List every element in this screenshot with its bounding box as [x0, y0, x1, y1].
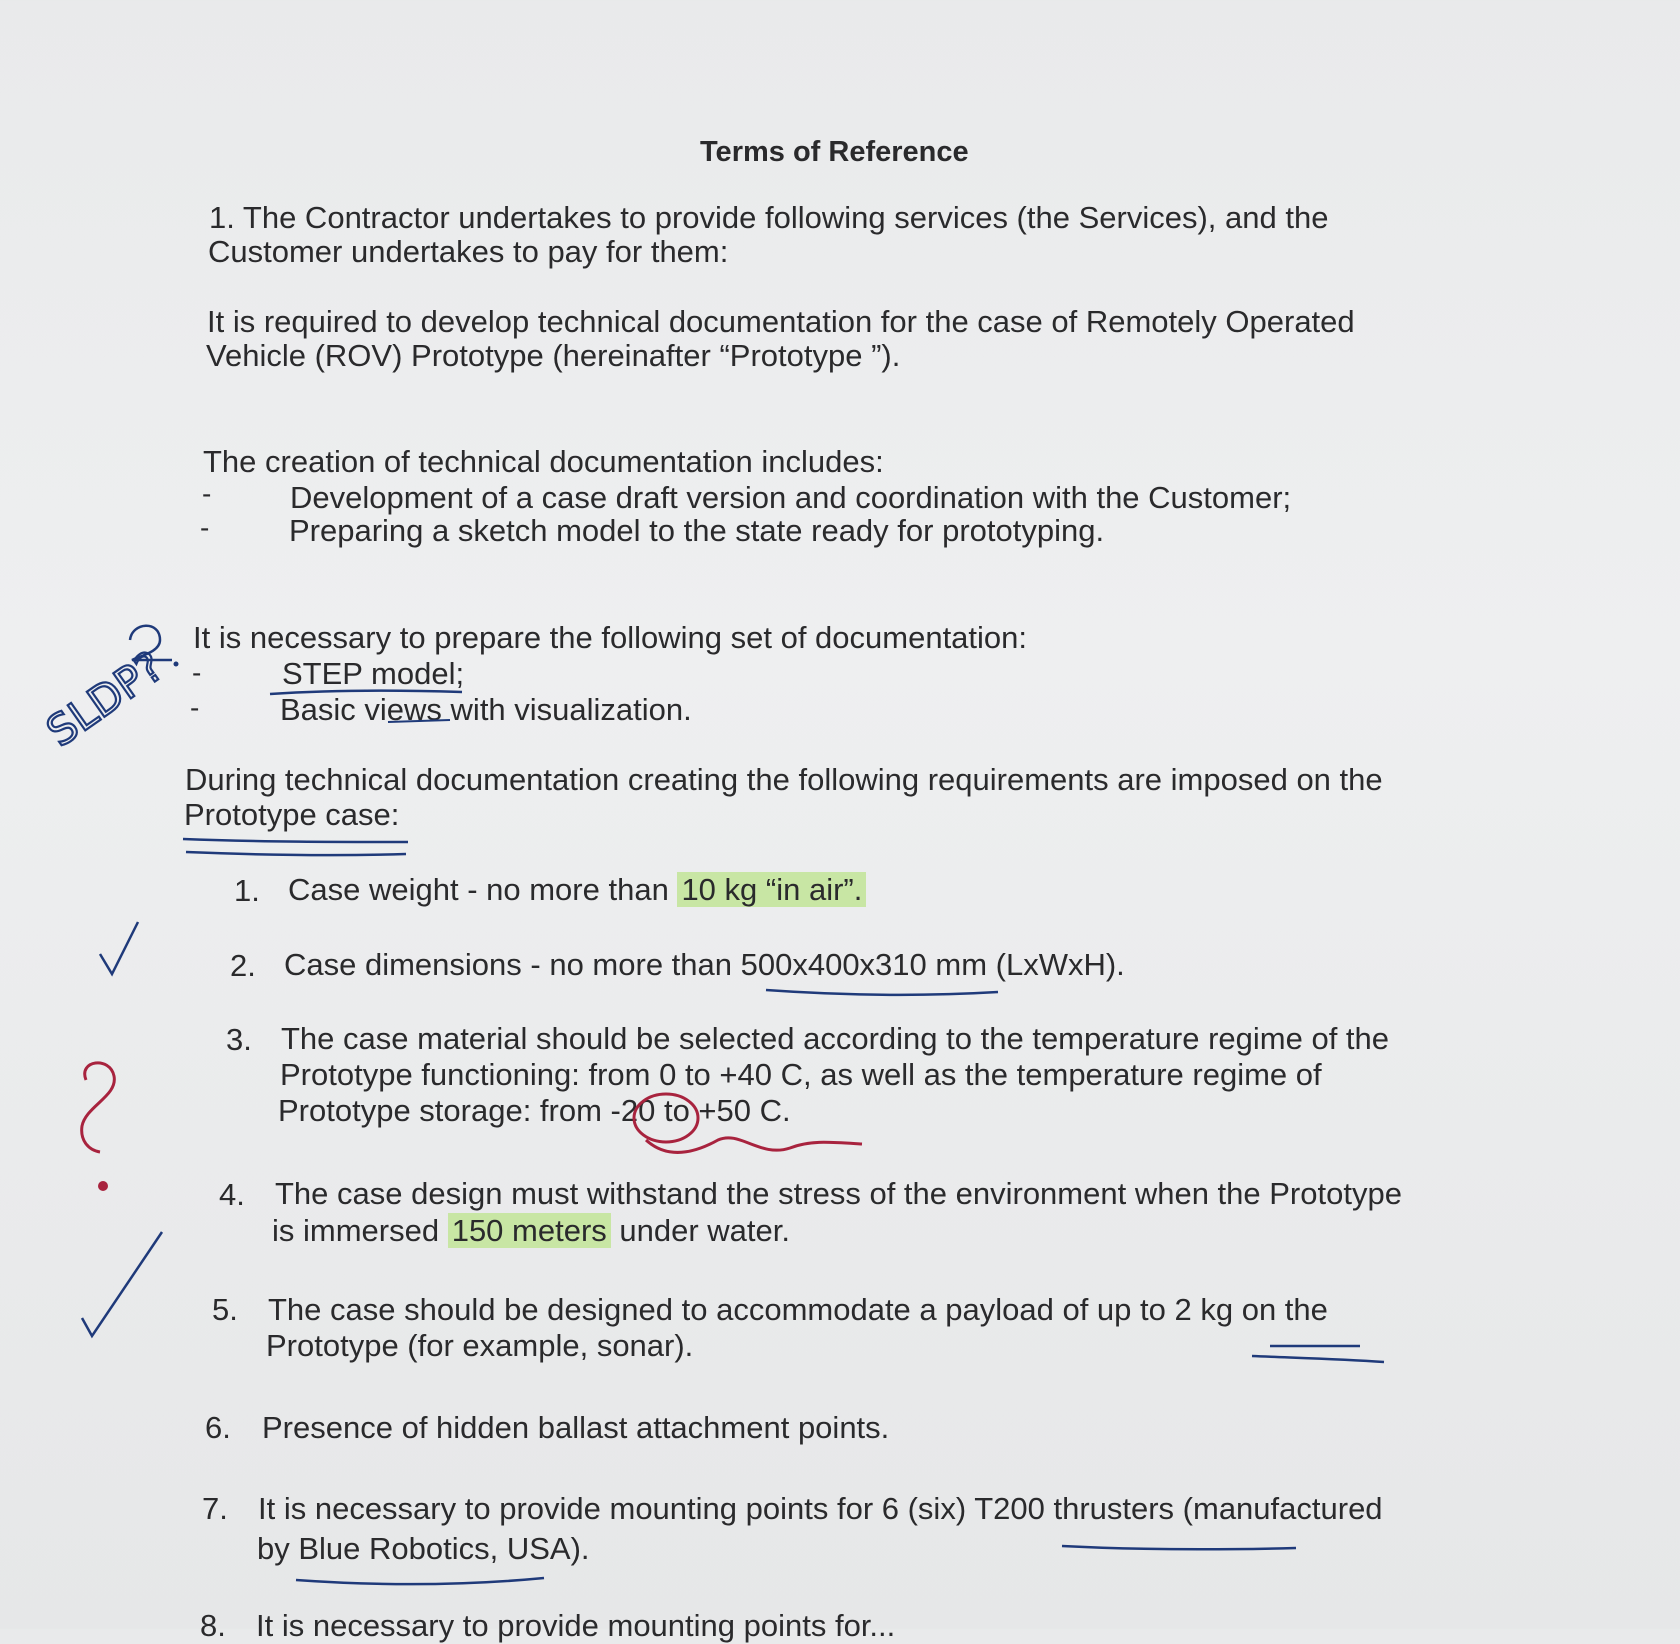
- req-5-line2: Prototype (for example, sonar).: [266, 1328, 694, 1363]
- req-4-highlight: 150 meters: [448, 1213, 611, 1248]
- checkmark-icon: [100, 922, 138, 974]
- creation-bullet-2: Preparing a sketch model to the state ready for prototyping.: [289, 513, 1105, 548]
- req-6-text: Presence of hidden ballast attachment points.: [262, 1410, 890, 1445]
- underline-blue-robotics: [296, 1578, 544, 1584]
- underline-t200: [1062, 1546, 1296, 1549]
- handwritten-two-mark: [130, 626, 172, 660]
- para2-line1: It is required to develop technical documentation for the case of Remotely Operated: [207, 304, 1355, 339]
- underline-prototype-case-2: [186, 852, 406, 855]
- bullet-dash: -: [192, 657, 202, 688]
- para1-line1: 1. The Contractor undertakes to provide following services (the Services), and the: [209, 200, 1329, 235]
- req-6-number: 6.: [205, 1410, 231, 1445]
- req-3-line3: Prototype storage: from -20 to +50 C.: [278, 1093, 791, 1128]
- creation-heading: The creation of technical documentation includes:: [203, 444, 884, 479]
- question-dot: [98, 1181, 108, 1191]
- underline-dimensions: [766, 990, 998, 995]
- creation-bullet-1: Development of a case draft version and coordination with the Customer;: [290, 480, 1292, 515]
- req-5-number: 5.: [212, 1292, 238, 1327]
- req-3-number: 3.: [226, 1022, 252, 1057]
- checkmark-icon: [82, 1232, 162, 1336]
- squiggle-underline: [646, 1138, 862, 1153]
- req-7-line1: It is necessary to provide mounting points for 6 (six) T200 thrusters (manufactured: [258, 1491, 1383, 1526]
- requirements-intro-line2: Prototype case:: [184, 797, 400, 832]
- bullet-dash: -: [200, 512, 210, 543]
- page-title: Terms of Reference: [700, 136, 969, 168]
- req-2-text: Case dimensions - no more than 500x400x310 mm (LxWxH).: [284, 947, 1125, 982]
- margin-note-sldp: SLDP?: [37, 641, 173, 757]
- underline-prototype-case-1: [183, 839, 408, 842]
- req-4-line1: The case design must withstand the stress of the environment when the Prototype: [275, 1176, 1402, 1211]
- req-7-number: 7.: [202, 1491, 228, 1526]
- req-4-line2-pre: is immersed: [272, 1213, 448, 1248]
- req-2-number: 2.: [230, 948, 256, 983]
- req-1-highlight: 10 kg “in air”.: [677, 872, 866, 907]
- requirements-intro-line1: During technical documentation creating the following requirements are imposed on the: [185, 762, 1383, 797]
- req-1-text-plain: Case weight - no more than: [288, 872, 678, 907]
- req-7-line2: by Blue Robotics, USA).: [257, 1531, 590, 1566]
- req-4-line2-post: under water.: [610, 1213, 790, 1248]
- para1-line2: Customer undertakes to pay for them:: [208, 234, 729, 269]
- question-mark-icon: [82, 1063, 115, 1152]
- para2-line2: Vehicle (ROV) Prototype (hereinafter “Prototype ”).: [206, 338, 901, 373]
- req-8-text: It is necessary to provide mounting points for...: [256, 1608, 896, 1643]
- docs-bullet-2: Basic views with visualization.: [280, 692, 692, 727]
- handwritten-dot: [174, 662, 179, 667]
- req-1-number: 1.: [234, 873, 260, 908]
- req-1-text: [288, 872, 866, 908]
- req-3-line1: The case material should be selected according to the temperature regime of the: [281, 1021, 1390, 1056]
- req-8-number: 8.: [200, 1608, 226, 1643]
- docs-bullet-1: STEP model;: [282, 656, 465, 691]
- bullet-dash: -: [202, 478, 212, 509]
- underline-2kg-2: [1252, 1356, 1384, 1362]
- req-4-line2: [272, 1213, 790, 1249]
- req-4-number: 4.: [219, 1177, 245, 1212]
- bullet-dash: -: [190, 692, 200, 723]
- req-3-line2: Prototype functioning: from 0 to +40 C, as well as the temperature regime of: [280, 1057, 1322, 1092]
- docs-heading: It is necessary to prepare the following set of documentation:: [193, 620, 1028, 655]
- req-5-line1: The case should be designed to accommodate a payload of up to 2 kg on the: [268, 1292, 1328, 1327]
